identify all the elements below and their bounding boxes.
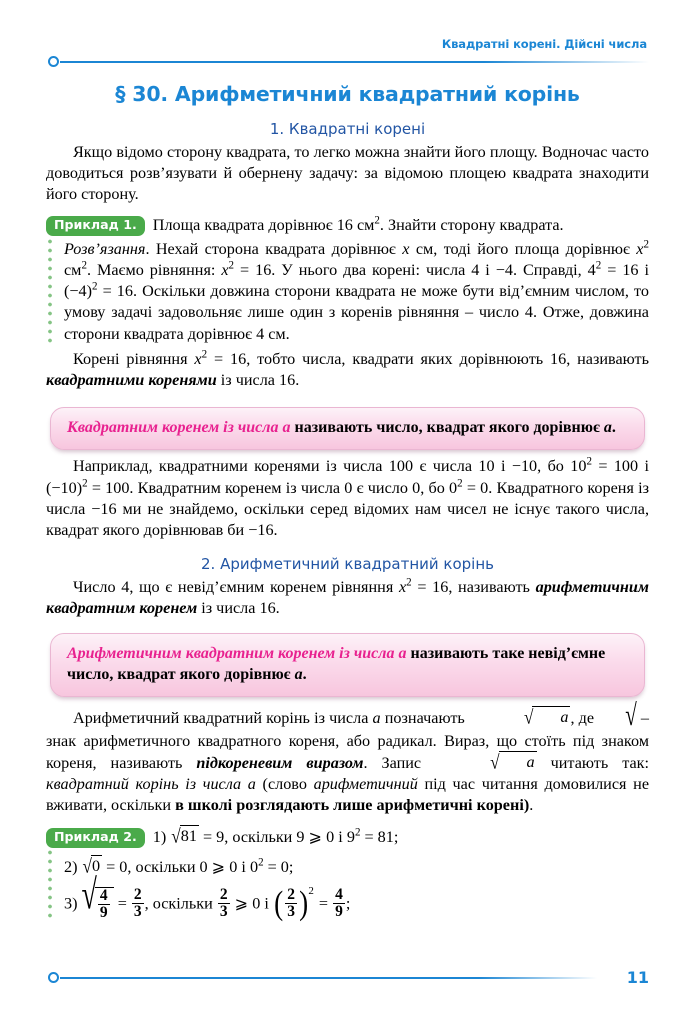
fraction-denominator: 3	[219, 903, 228, 921]
prn-bold1: в школі розглядають лише арифметичні корені)	[175, 796, 530, 815]
paren-exponent: 2	[308, 885, 314, 898]
radical-sign-icon-2: √	[490, 751, 500, 774]
ex2-item2-eq: = 0, оскільки 0 ⩾ 0 і 0	[102, 857, 259, 876]
prn-g: (слово	[255, 775, 314, 794]
radicand-a-1: a	[532, 706, 570, 728]
radical-sqrt-fraction-4-9	[81, 871, 114, 923]
fraction-numerator: 2	[219, 885, 228, 903]
radicand-a-2: a	[499, 751, 537, 773]
example-1-block	[46, 215, 649, 344]
sol-s5: = 16. У нього два корені: числа 4 і −4. Справді, 4	[234, 261, 596, 280]
page-number: 11	[626, 968, 649, 987]
example-1-statement	[54, 214, 649, 236]
intro-paragraph: Якщо відомо сторону квадрата, то легко можна знайти його площу. Водночас часто доводиться розв’язувати й обернену задачу: за відомою площею квадрата знаходити його сторону.	[46, 143, 649, 204]
definition-1-highlight: Квадратним коренем із числа a	[67, 418, 291, 436]
definition-box-square-root	[50, 407, 645, 451]
sol-var-x2: x	[636, 240, 644, 259]
definition-2-end: .	[302, 665, 307, 683]
sol-s6: = 16 і (−4)	[64, 261, 649, 301]
example-2-item-2	[64, 856, 649, 878]
p100-a: Наприклад, квадратними коренями із числа 100 є числа 10 і −10, бо 10	[73, 457, 587, 476]
sol-var-x1: x	[402, 240, 410, 259]
ex2-item3-num: 3)	[64, 894, 78, 913]
paragraph-examples-100	[46, 456, 649, 540]
ex2-item1-end: = 81;	[360, 828, 399, 847]
prn-italic2: квадратний корінь із числа a	[46, 775, 256, 794]
page-title: § 30. Арифметичний квадратний корінь	[115, 82, 580, 106]
fraction-2-over-3-condition	[218, 887, 230, 921]
radical-sign-standalone-icon: √	[625, 697, 637, 733]
parenthesized-fraction-squared	[273, 885, 315, 923]
right-paren: )	[299, 885, 309, 923]
p100-sup2: 2	[82, 477, 88, 490]
example-1-statement-text-b: . Знайти сторону квадрата.	[379, 216, 564, 235]
prn-e: . Запис	[363, 753, 436, 772]
circle-marker-icon	[48, 56, 59, 67]
radical-sign-icon-0: √	[82, 855, 92, 877]
ps2-b: = 16, називають	[411, 577, 536, 596]
sol-s3: см	[64, 261, 82, 280]
fraction-denominator: 3	[133, 903, 142, 921]
example-2-badge: Приклад 2.	[46, 828, 145, 847]
green-dotted-margin-marker-2	[48, 848, 52, 920]
p100-sup3: 2	[457, 477, 463, 490]
definition-2-rest: називають таке невід’ємне число, квадрат якого дорівнює	[67, 644, 606, 683]
solution-label: Розв’язання	[64, 240, 146, 259]
running-head: Квадратні корені. Дійсні числа	[441, 37, 647, 51]
prn-h: під час читання домовилися не вживати, оскільки	[46, 775, 650, 815]
ps2-a: Число 4, що є невід’ємним коренем рівняння	[73, 577, 399, 596]
fraction-4-over-9-result	[333, 887, 345, 921]
fraction-2-over-3-result	[132, 887, 144, 921]
ex2-item3-eq1: =	[113, 894, 131, 913]
p100-b: = 100 і (−10)	[46, 457, 649, 497]
definition-box-arithmetic-square-root	[50, 633, 645, 698]
paragraph-section-2	[46, 577, 649, 619]
radical-sqrt-a-2	[435, 752, 537, 774]
definition-2-var: a	[294, 665, 303, 683]
pae1-b: = 16, тобто числа, квадрати яких дорівнюють 16, називають	[207, 349, 650, 368]
p100-sup1: 2	[586, 456, 592, 469]
sol-sup-2b: 2	[81, 259, 87, 272]
paragraph-after-example-1	[46, 349, 649, 391]
ex2-item3-eq3: ⩾ 0 і	[230, 894, 273, 913]
footer-circle-marker-icon	[48, 972, 59, 983]
fraction-denominator: 9	[99, 904, 108, 922]
prn-italic1: підкореневим виразом	[196, 753, 364, 772]
page-footer	[46, 968, 649, 990]
example-2-body	[46, 826, 649, 922]
example-1-statement-text-a: Площа квадрата дорівнює 16 см	[152, 216, 375, 235]
ps2-c: із числа 16.	[197, 598, 280, 617]
sol-s4: . Маємо рівняння:	[86, 261, 222, 280]
prn-f: читають так:	[536, 753, 650, 772]
sol-sup-2d: 2	[595, 259, 602, 272]
ex2-item3-eq2: , оскільки	[144, 894, 217, 913]
ps2-italic: арифметичним квадратним коренем	[46, 577, 649, 617]
radicand-81: 81	[180, 825, 199, 847]
ps2-sup: 2	[406, 576, 412, 589]
p100-c: = 100. Квадратним коренем із числа 0 є число 0, бо 0	[87, 478, 458, 497]
header-rule-line	[60, 61, 649, 63]
prn-a: Арифметичний квадратний корінь із числа	[73, 709, 373, 728]
sol-s7: = 16. Оскільки довжина сторони квадрата не може бути від’ємним числом, то умову задачі задовольняє лише один з коренів рівняння – число 4. Отже, довжина сторони квадрата дорівнює 4 см.	[64, 282, 649, 343]
fraction-numerator: 2	[133, 885, 142, 903]
radical-sign-icon-frac: √	[81, 871, 97, 919]
ex2-item1-num: 1)	[152, 828, 167, 847]
example-1-solution	[64, 239, 649, 344]
example-1-body	[46, 215, 649, 344]
fraction-denominator: 9	[335, 903, 343, 921]
pae1-italic: квадратними коренями	[46, 370, 217, 389]
prn-d: – знак арифметичного квадратного кореня, або радикал. Вираз, що стоїть під знаком кореня, називають	[46, 709, 649, 772]
example-1-statement-sup: 2	[374, 214, 380, 227]
sol-s2: см, тоді його площа дорівнює	[409, 240, 637, 259]
sol-s1: . Нехай сторона квадрата дорівнює	[145, 240, 403, 259]
ex2-item2-num: 2)	[64, 857, 78, 876]
prn-c: , де	[570, 709, 599, 728]
radical-sqrt-a-1	[469, 707, 571, 729]
subsection-1-heading: 1. Квадратні корені	[269, 120, 426, 138]
left-paren: (	[274, 885, 284, 923]
ex2-item1-eq: = 9, оскільки 9 ⩾ 0 і 9	[198, 828, 355, 847]
radicand-fraction	[95, 887, 114, 923]
example-1-badge: Приклад 1.	[46, 216, 145, 235]
definition-2-highlight: Арифметичним квадратним коренем із числа a	[67, 644, 407, 662]
prn-italic3: арифметичний	[313, 775, 418, 794]
definition-1-var: a	[603, 418, 612, 436]
fraction-numerator: 4	[335, 885, 343, 903]
radical-sign-icon: √	[523, 706, 534, 729]
fraction-2-over-3-squared	[285, 887, 297, 921]
definition-1-rest: називають число, квадрат якого дорівнює	[290, 418, 604, 436]
ex2-item1-sup: 2	[354, 826, 361, 839]
ex2-item2-end: = 0;	[263, 857, 294, 876]
radical-sign-icon-81: √	[171, 825, 181, 848]
ex2-item3-end: ;	[345, 894, 351, 913]
fraction-numerator: 2	[287, 885, 295, 903]
pae1-sup: 2	[201, 348, 208, 361]
prn-var1: a	[372, 709, 381, 728]
ps2-var: x	[398, 577, 407, 596]
fraction-4-over-9	[98, 888, 110, 922]
sol-sup-2c: 2	[228, 259, 235, 272]
definition-1-end: .	[611, 418, 616, 436]
pae1-var: x	[194, 349, 202, 368]
example-2-item-1	[54, 825, 649, 848]
p100-d: = 0. Квадратного кореня із числа −16 ми не знайдемо, оскільки серед відомих нам чисел не існує такого числа, квадрат якого дорівнював би −16.	[46, 478, 649, 539]
green-dotted-margin-marker	[48, 237, 52, 342]
footer-rule-line	[60, 977, 597, 979]
fraction-numerator: 4	[99, 886, 108, 904]
fraction-denominator: 3	[287, 903, 295, 921]
radical-sqrt-81	[170, 826, 199, 848]
sol-sup-2a: 2	[643, 238, 649, 251]
pae1-a: Корені рівняння	[73, 349, 195, 368]
pae1-c: із числа 16.	[216, 370, 300, 389]
prn-i: .	[529, 796, 534, 815]
subsection-2-heading: 2. Арифметичний квадратний корінь	[201, 554, 494, 573]
header-rule	[46, 56, 649, 70]
sol-sup-2e: 2	[92, 280, 98, 293]
sol-var-x3: x	[221, 261, 229, 280]
ex2-item2-sup: 2	[258, 856, 264, 869]
paragraph-radical-notation	[46, 697, 650, 816]
prn-b: позначають	[380, 709, 469, 728]
radicand-0: 0	[91, 855, 102, 877]
example-2-item-3	[64, 871, 649, 923]
ex2-item3-eq4: =	[314, 894, 333, 913]
example-2-block	[46, 826, 649, 922]
